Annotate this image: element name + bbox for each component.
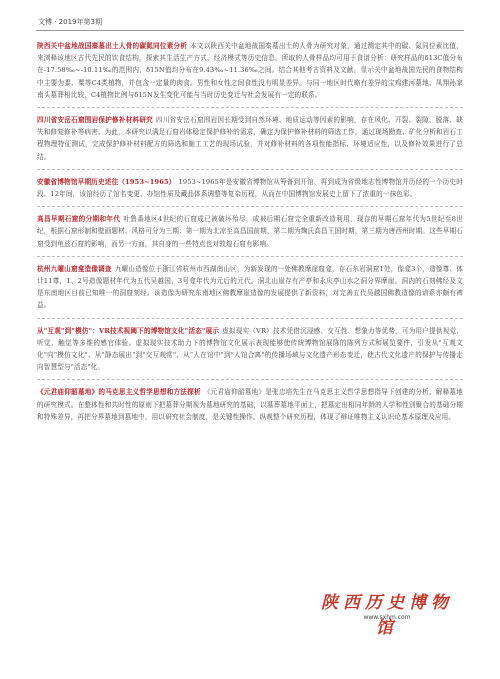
logo-title: 陕西历史博物馆 — [321, 593, 453, 638]
article-title: 安徽省博物馆早期历史述往（1953~1965） — [37, 177, 176, 186]
article-abstract-text: 四川省安岳石窟围岩因长期受到自然环境、地质运动等因素的影响，存在风化、开裂、裂隙、脱落、缺失和修复修补等病害。为此，本研究以满足石窟岩体稳定保护修补的需求，确定为保护修补材料的筛选工作，通过现场勘查、矿化分析和岩石工程物理特征测试，完成保护修补材料配方的筛选和施工工艺的现场试验，并对修补材料的各项性能指标、环境适应性，以及修补效果进行了总结。 — [37, 116, 463, 161]
article-abstract-text: 《元君庙仰韶墓地》是张忠培先生在马克思主义哲学思想指导下创建的分析、解释墓地的研究模式。在整体性和共时性的原则下把墓葬分期视为墓地研究的基础，以墓葬墓地平面上，把墓定出相同年龄的人学和性别聚合的基础分期和特殊差异，再把分界墓地到墓地中，用以研究社会制度，是关键性操作。纵观整个研究历程，体现了辩证唯物主义认识论基本原理及应用。 — [37, 388, 463, 421]
article-title: 高昌早期石窟的分期和年代 — [37, 215, 121, 224]
article-title: 四川省安岳石窟围岩保护修补材料研究 — [37, 116, 154, 125]
divider — [37, 206, 463, 207]
article-abstract — [37, 176, 463, 200]
article-title: 《元君庙仰韶墓地》的马克思主义哲学思想和方法探析 — [37, 388, 201, 397]
article-abstract — [37, 386, 463, 423]
divider — [37, 107, 463, 108]
article-title: 陕西关中盆地战国秦墓出土人骨的碳氮同位素分析 — [37, 42, 188, 50]
article-abstract-text: 虚拟现实（VR）技术凭借沉浸感、交互性、想象力等优势，可为用户提供视觉、听觉、触觉等多维的感官体验。虚拟现实技术助力下的博物馆文化展示表现能够使传统博物馆展陈的陈列方式和展览要件，引发从"互观文化"向"模仿文化"、从"静态展出"到"交互观赏"、从"人在馆中"到"人馆合离"的传播场域与文化遗产形态变迁，使古代文化遗产的保护与传播走向智慧型与"活态"化。 — [37, 326, 463, 372]
article-title: 从"互观"到"模仿"：VR技术视阈下的博物馆文化"活态"展示 — [37, 326, 220, 335]
article-abstract-text: 九曜山造像位于浙江省杭州市西湖南山区，为新发现的一处佛教摩崖窟龛，存石东岩洞窟1处，像龛3个，造像尊、体计11尊，1、2号造像题材年代为五代吴越国，3号龛年代为元后的元代。洞北山崖存有产亭和永庆亭山水之洞分界摩崖。洞内的石刻佛经及文是东南地区目前已知唯一的洞窟刻经。该造像为研究东南地区佛教摩崖造像的发展提供了新资料，对完善五代吴越国佛教造像的谱系亦颇有裨益。 — [37, 264, 463, 310]
article-abstract-text: 吐鲁番地区4世纪的石窟成已被破坏殆尽，或被后期石窟完全重新改造利用，现存的早期石窟年代为5世纪至8世纪，根据石窟形制和壁画题材、风格可分为三期：第一期为北凉至高昌国前期，第二期为麹氏高昌王国时期，第三期为唐西州时期。这些早期石窟受到龟兹石窟的影响，而另一方面，其自身的一些特点也对敦煌石窟有影响。 — [37, 215, 463, 248]
header-rule — [36, 30, 464, 31]
divider — [37, 256, 463, 257]
article-abstract — [37, 114, 463, 163]
logo-url: www.sxhm.com — [363, 614, 411, 621]
article-abstract — [37, 325, 463, 374]
article-abstract — [37, 263, 463, 312]
article-abstract-text: 1953~1965年是安徽省博物馆从筹备到开馆，再到成为省级地志性博物馆并历经的一个历史时段。12年间，该馆经历了馆名变更、办馆性质及藏品体系调整等复杂历程，从而在中国博物馆发展史上留下了浓重的一抹色彩。 — [37, 177, 463, 199]
article-abstract — [37, 40, 463, 101]
article-abstract — [37, 213, 463, 250]
divider — [37, 379, 463, 380]
article-abstract-list — [37, 40, 463, 425]
divider — [37, 318, 463, 319]
divider — [37, 169, 463, 170]
article-abstract-text: 本文以陕西关中盆地战国秦墓出土的人骨为研究对象，通过测定其中的碳、氮同位素比值，来浏释该地区古代先民的饮食结构，探索其生活生产方式、经济模式等历史信息。所取的人骨样品均可用于食谱分析：研究样品的δ13C值分布在-17.58‰~-10.11‰的范围内，δ15N值均分布在9.43‰~11.36‰之间。结合其他考古资料及文献，显示关中盆地战国先民的食物结构中主要为黍、粟等C4类植物，并包含一定量的肉食。男性和女性之间食性没有明显差异。与同一地区时代略有差异的宝鸡建河墓地、凤翔孙家南头墓葬相比较，C4植物比例与δ15N发生变化可能与当时历史变迁与社会发展有一定的联系。 — [37, 42, 463, 99]
museum-logo — [311, 588, 463, 636]
running-head: 文博 · 2019年第3期 — [38, 18, 102, 26]
article-title: 杭州九曜山窟龛造像调查 — [37, 264, 112, 273]
